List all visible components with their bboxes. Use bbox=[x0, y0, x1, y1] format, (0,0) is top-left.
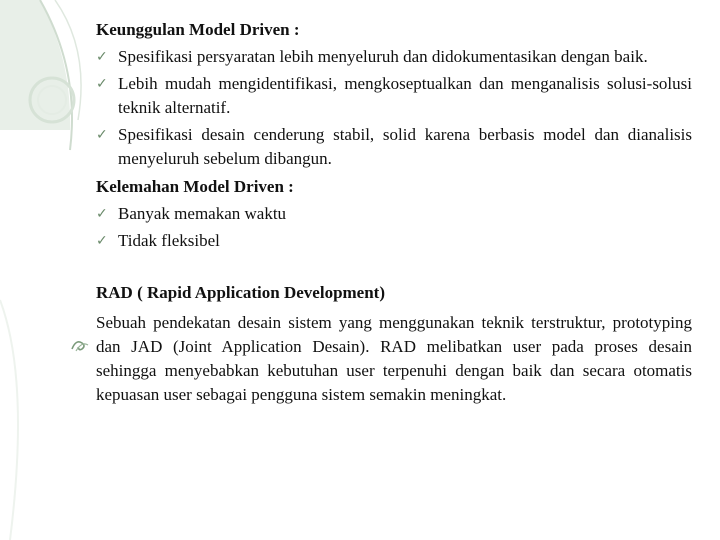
disadvantage-text: Banyak memakan waktu bbox=[118, 204, 287, 223]
disadvantage-text: Tidak fleksibel bbox=[118, 231, 220, 250]
advantage-item bbox=[96, 123, 692, 171]
rad-title: RAD ( Rapid Application Development) bbox=[96, 283, 386, 302]
disadvantage-item bbox=[96, 202, 692, 226]
disadvantage-item bbox=[96, 229, 692, 253]
checkmark-icon: ✓ bbox=[96, 206, 108, 222]
checkmark-icon: ✓ bbox=[96, 127, 108, 143]
advantage-text: Spesifikasi persyaratan lebih menyeluruh dan didokumentasikan dengan baik. bbox=[118, 47, 648, 66]
checkmark-icon: ✓ bbox=[96, 76, 108, 92]
decorative-background-curves bbox=[0, 0, 90, 540]
checkmark-icon: ✓ bbox=[96, 233, 108, 249]
advantage-item bbox=[96, 72, 692, 120]
advantage-item bbox=[96, 45, 692, 69]
slide-content bbox=[96, 18, 692, 407]
checkmark-icon: ✓ bbox=[96, 49, 108, 65]
rad-paragraph: Sebuah pendekatan desain sistem yang menggunakan teknik terstruktur, prototyping dan JAD (Joint Application Desain). RAD melibatkan user pada proses desain sehingga menyebabkan kebutuhan user terpenuhi dengan baik dan secara otomatis kepuasan user sebagai pengguna sistem semakin meningkat. bbox=[96, 313, 692, 404]
advantage-text: Lebih mudah mengidentifikasi, mengkoseptualkan dan menganalisis solusi-solusi teknik alternatif. bbox=[118, 74, 692, 117]
advantage-text: Spesifikasi desain cenderung stabil, solid karena berbasis model dan dianalisis menyeluruh sebelum dibangun. bbox=[118, 125, 692, 168]
disadvantages-heading: Kelemahan Model Driven : bbox=[96, 177, 294, 196]
advantages-heading: Keunggulan Model Driven : bbox=[96, 20, 300, 39]
swirl-bullet-icon bbox=[70, 337, 90, 353]
